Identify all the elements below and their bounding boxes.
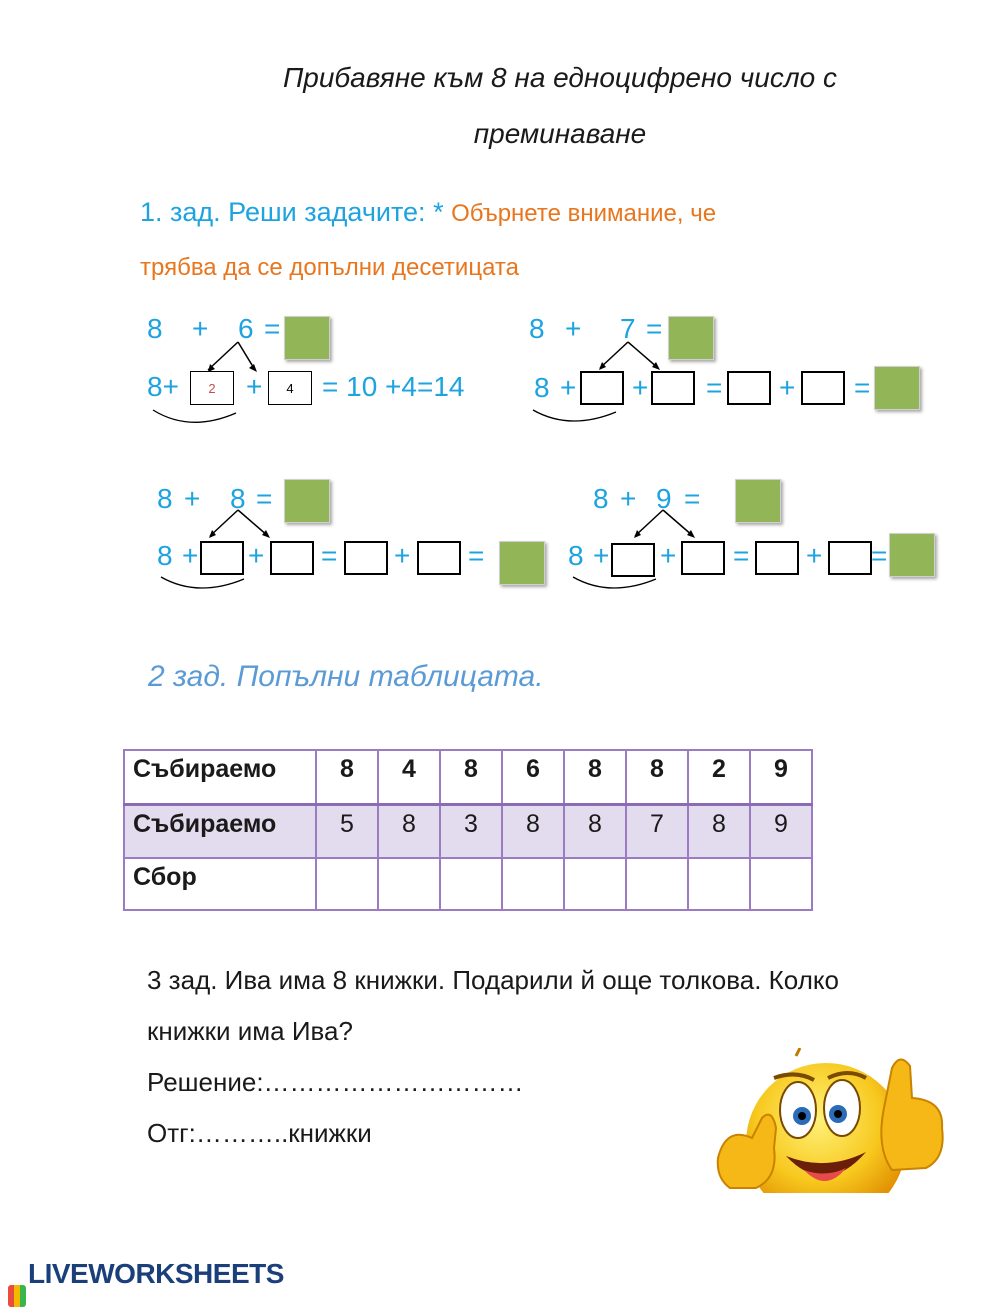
task3-answer: Отг:………..книжки [147,1118,372,1148]
example-eq: = [264,313,281,344]
sum-input-cell[interactable] [378,858,440,910]
answer-box[interactable] [284,316,330,360]
task2-heading: 2 зад. Попълни таблицата. [148,660,544,693]
page-title-line1: Прибавяне към 8 на едноцифрено число с [283,62,837,93]
page-title-line2: преминаване [473,118,647,149]
p4-a: 8 [593,483,609,514]
p3-row2-plus: + [182,540,199,571]
table-cell: 8 [502,804,564,858]
sum-input-cell[interactable] [502,858,564,910]
sum-input-cell[interactable] [316,858,378,910]
input-box[interactable] [755,541,799,575]
input-box[interactable] [681,541,725,575]
bracket-arc-icon [570,572,660,597]
example-plus2: + [246,371,263,402]
table-cell: 8 [688,804,750,858]
answer-box[interactable] [735,479,781,523]
example-row2-start: 8+ [147,371,179,402]
example-row2-end: = 10 +4=14 [322,371,465,402]
row-label: Събираемо [124,750,316,804]
bracket-arc-icon [158,572,248,597]
split-arrows-icon [625,508,705,543]
table-cell: 2 [688,750,750,804]
sum-input-cell[interactable] [440,858,502,910]
addition-table [123,749,813,911]
sum-input-cell[interactable] [564,858,626,910]
table-cell: 3 [440,804,502,858]
task1-label: 1. зад. Реши задачите: [140,197,426,227]
thumbs-up-smiley-icon [716,1048,948,1193]
example-box1: 2 [190,371,234,405]
table-cell: 8 [378,804,440,858]
split-arrows-icon [590,340,670,375]
p2-row2-plus: + [560,372,577,403]
input-box[interactable] [580,371,624,405]
table-cell: 4 [378,750,440,804]
p4-row2-a: 8 [568,540,584,571]
sum-input-cell[interactable] [626,858,688,910]
bracket-arc-icon [530,405,620,430]
input-box[interactable] [801,371,845,405]
p2-eq: = [646,313,663,344]
p4-eq3: = [871,540,888,571]
p2-plus3: + [779,372,796,403]
row-label: Събираемо [124,804,316,858]
liveworksheets-logo[interactable] [8,1258,284,1307]
p2-eq2: = [706,372,723,403]
p4-plus2: + [660,540,677,571]
p3-eq2: = [321,540,338,571]
p2-b: 7 [620,313,636,344]
liveworksheets-logo-icon [8,1285,26,1307]
table-cell: 8 [440,750,502,804]
example-box2: 4 [268,371,312,405]
task3-line2: книжки има Ива? [147,1016,353,1046]
answer-box[interactable] [874,366,920,410]
p2-row2-a: 8 [534,372,550,403]
p3-eq: = [256,483,273,514]
answer-box[interactable] [499,541,545,585]
task1-note-line1: Обърнете внимание, че [451,200,717,227]
p2-plus2: + [632,372,649,403]
p3-eq3: = [468,540,485,571]
table-cell: 7 [626,804,688,858]
answer-box[interactable] [284,479,330,523]
p4-eq: = [684,483,701,514]
answer-box[interactable] [889,533,935,577]
task1-note-line2: трябва да се допълни десетицата [140,254,519,281]
split-arrows-icon [200,508,280,543]
table-cell: 5 [316,804,378,858]
table-cell: 8 [564,804,626,858]
p3-row2-a: 8 [157,540,173,571]
task1-star: * [425,197,452,227]
p3-plus3: + [394,540,411,571]
sum-input-cell[interactable] [688,858,750,910]
table-row [124,804,812,858]
example-b: 6 [238,313,254,344]
example-a: 8 [147,313,163,344]
task3-line1: 3 зад. Ива има 8 книжки. Подарили й още толкова. Колко [147,965,839,995]
table-cell: 8 [316,750,378,804]
input-box[interactable] [417,541,461,575]
row-label: Сбор [124,858,316,910]
task1-heading [140,186,900,294]
input-box[interactable] [828,541,872,575]
p4-eq2: = [733,540,750,571]
table-row [124,858,812,910]
table-cell: 8 [626,750,688,804]
table-cell: 6 [502,750,564,804]
input-box[interactable] [200,541,244,575]
example-plus: + [192,313,209,344]
table-row [124,750,812,804]
bracket-arc-icon [150,405,240,430]
table-cell: 9 [750,750,812,804]
task3-solution: Решение:………………………… [147,1067,524,1097]
table-cell: 8 [564,750,626,804]
p2-plus: + [565,313,582,344]
p2-eq3: = [854,372,871,403]
p3-b: 8 [230,483,246,514]
logo-text: LIVEWORKSHEETS [28,1258,284,1289]
answer-box[interactable] [668,316,714,360]
p4-b: 9 [656,483,672,514]
p4-row2-plus: + [593,540,610,571]
input-box[interactable] [727,371,771,405]
input-box[interactable] [344,541,388,575]
p4-plus3: + [806,540,823,571]
p2-a: 8 [529,313,545,344]
table-cell: 9 [750,804,812,858]
input-box[interactable] [270,541,314,575]
p3-plus: + [184,483,201,514]
p4-plus: + [620,483,637,514]
input-box[interactable] [651,371,695,405]
sum-input-cell[interactable] [750,858,812,910]
p3-a: 8 [157,483,173,514]
p3-plus2: + [248,540,265,571]
